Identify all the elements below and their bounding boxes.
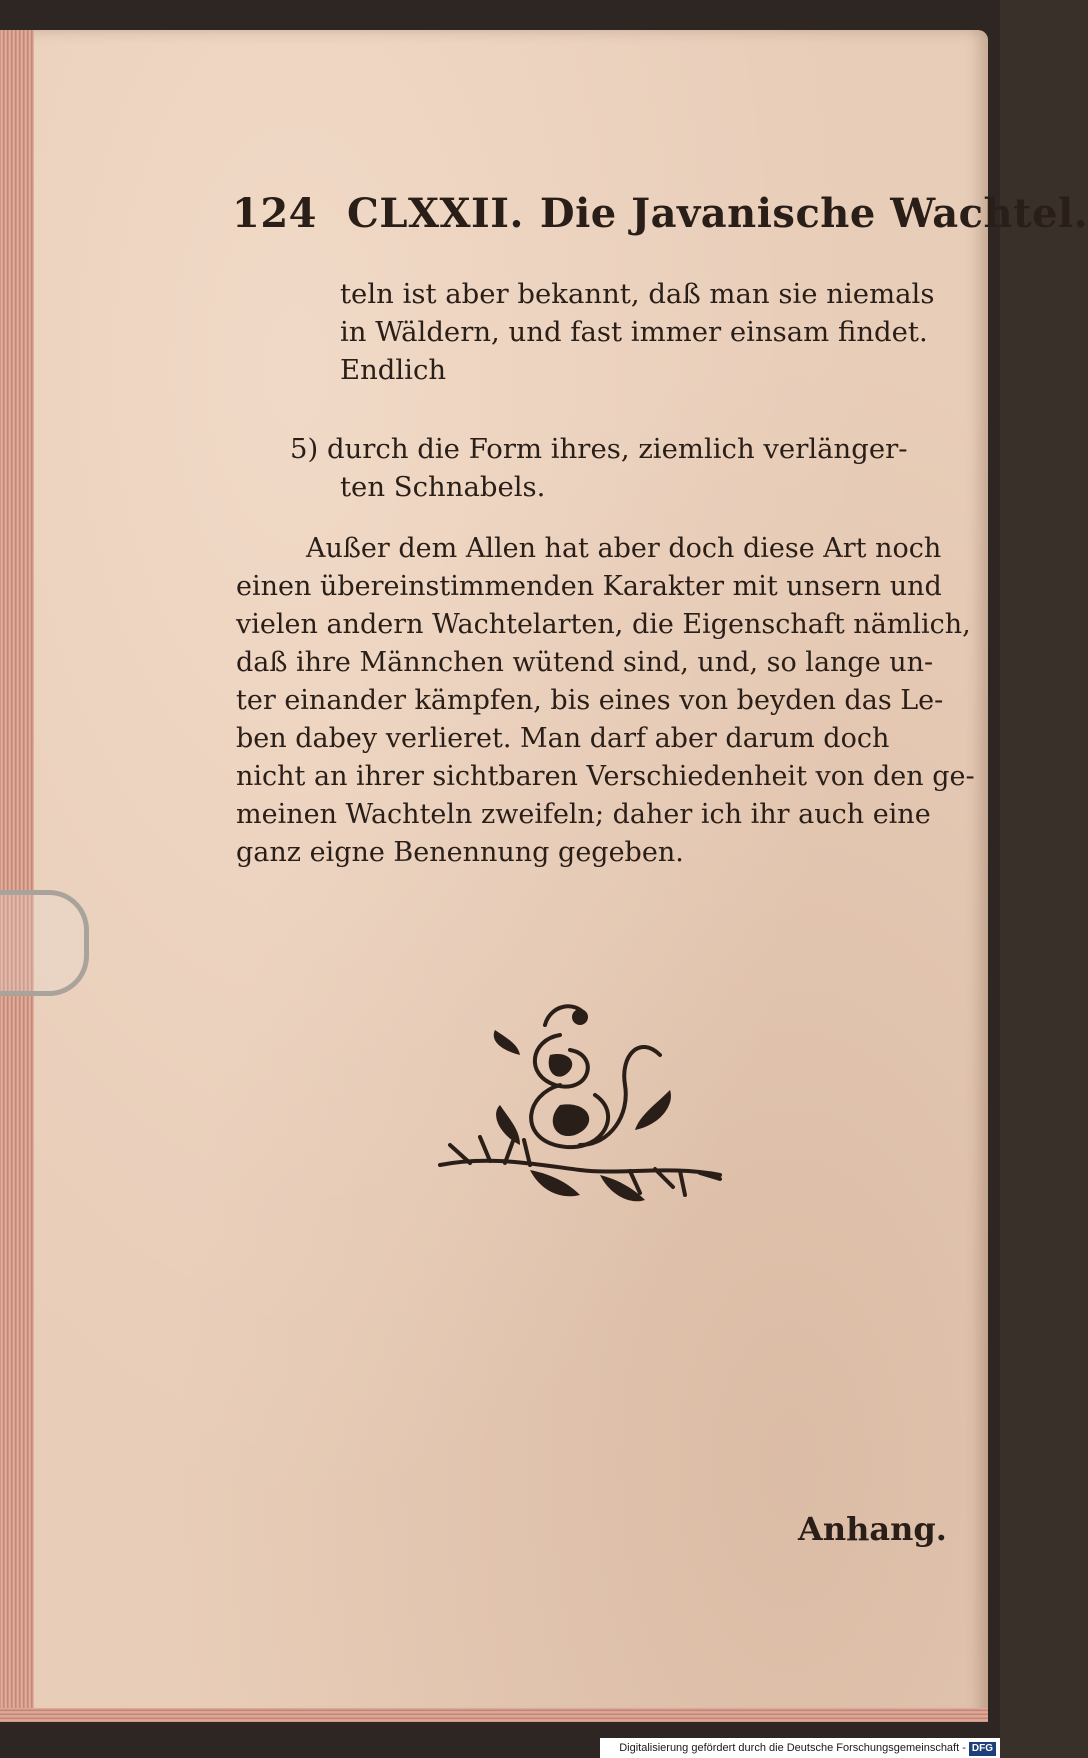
text-line: einen übereinstimmenden Karakter mit unsern und <box>236 571 942 602</box>
page-edge-bottom <box>0 1708 988 1722</box>
text-line: Außer dem Allen hat aber doch diese Art noch <box>306 533 942 564</box>
floral-vignette-icon <box>430 995 730 1255</box>
credit-text: Digitalisierung gefördert durch die Deutsche Forschungsgemeinschaft - <box>619 1742 966 1754</box>
paragraph-main <box>236 530 975 872</box>
text-line: teln ist aber bekannt, daß man sie niemals <box>340 278 935 310</box>
text-line: ten Schnabels. <box>340 471 546 503</box>
page-number: 124 <box>232 190 317 237</box>
text-line: in Wäldern, und fast immer einsam findet. <box>340 316 928 348</box>
text-line: 5) durch die Form ihres, ziemlich verlänger- <box>290 433 908 465</box>
catchword: Anhang. <box>798 1510 947 1548</box>
text-line: nicht an ihrer sichtbaren Verschiedenheit von den ge- <box>236 761 975 792</box>
running-header <box>232 190 1088 237</box>
text-line: ben dabey verlieret. Man darf aber darum doch <box>236 723 890 754</box>
text-line: meinen Wachteln zweifeln; daher ich ihr auch eine <box>236 799 931 830</box>
text-line: ter einander kämpfen, bis eines von beyden das Le- <box>236 685 944 716</box>
chapter-title: Die Javanische Wachtel. <box>539 190 1088 237</box>
list-item-5 <box>290 430 908 506</box>
text-line: ganz eigne Benennung gegeben. <box>236 837 684 868</box>
chapter-numeral: CLXXII. <box>347 190 524 237</box>
digitization-credit <box>600 1738 1000 1758</box>
paragraph-continuation <box>340 275 934 389</box>
text-line: daß ihre Männchen wütend sind, und, so lange un- <box>236 647 934 678</box>
page-clip-icon <box>0 890 89 996</box>
page-edge-left <box>0 30 34 1720</box>
text-line: vielen andern Wachtelarten, die Eigenschaft nämlich, <box>236 609 971 640</box>
text-line: Endlich <box>340 354 447 386</box>
dfg-logo-icon: DFG <box>969 1742 996 1756</box>
